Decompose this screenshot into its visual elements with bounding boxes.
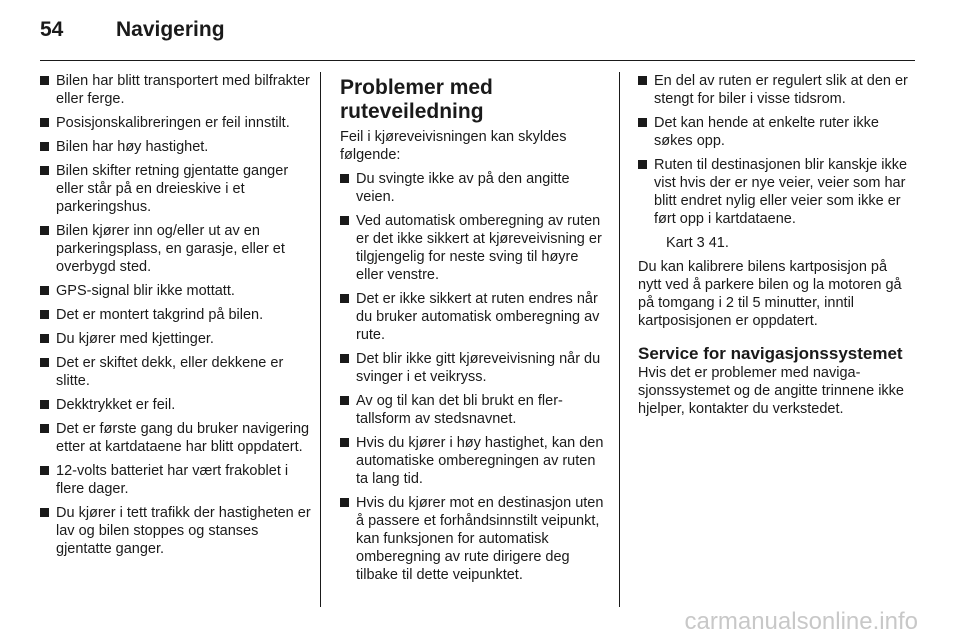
- cross-reference-page: 41.: [708, 235, 729, 251]
- square-bullet-icon: [40, 400, 49, 409]
- watermark: carmanualsonline.info: [684, 608, 918, 635]
- list-item: [340, 290, 608, 344]
- square-bullet-icon: [340, 294, 349, 303]
- column-divider-1: [320, 72, 321, 607]
- list-item-text: Hvis du kjører mot en destinasjon uten å passere et forhåndsinnstilt veipunkt, kan funksjonen for automatisk omberegning av rute dirigere deg tilbake til dette veipunktet.: [356, 495, 604, 583]
- guidance-problems-list: [340, 170, 608, 584]
- section-intro: Feil i kjøreveivisningen kan skyldes følgende:: [340, 129, 567, 163]
- square-bullet-icon: [40, 286, 49, 295]
- list-item-text: Bilen kjører inn og/eller ut av en parkeringsplass, en garasje, eller et overbygd sted.: [56, 223, 285, 275]
- list-item-text: Det er ikke sikkert at ruten endres når du bruker automatisk omberegning av rute.: [356, 291, 600, 343]
- list-item: [40, 222, 312, 276]
- square-bullet-icon: [340, 498, 349, 507]
- column-3: [638, 72, 912, 424]
- list-item-text: Det kan hende at enkelte ruter ikke søkes opp.: [654, 115, 879, 149]
- list-item: [40, 420, 312, 456]
- page-number: 54: [40, 18, 64, 41]
- list-item-text: Du svingte ikke av på den angitte veien.: [356, 171, 570, 205]
- guidance-problems-list-continued: [638, 72, 912, 228]
- list-item-text: Det er montert takgrind på bilen.: [56, 307, 264, 323]
- list-item: [638, 114, 912, 150]
- list-item-text: Bilen har blitt transportert med bilfrakter eller ferge.: [56, 73, 310, 107]
- list-item: [340, 170, 608, 206]
- column-2: [340, 72, 608, 590]
- list-item: [340, 350, 608, 386]
- list-item: [638, 72, 912, 108]
- square-bullet-icon: [40, 310, 49, 319]
- list-item-text: Det blir ikke gitt kjøreveivisning når du svinger i et veikryss.: [356, 351, 601, 385]
- list-item-text: Du kjører med kjettinger.: [56, 331, 214, 347]
- list-item: [40, 330, 312, 348]
- square-bullet-icon: [40, 118, 49, 127]
- list-item-text: Av og til kan det bli brukt en flertallsform av stedsnavnet.: [356, 393, 563, 427]
- list-item: [40, 162, 312, 216]
- cross-reference[interactable]: [638, 234, 912, 252]
- list-item: [40, 462, 312, 498]
- conditions-list: [40, 72, 312, 558]
- list-item-text: Det er skiftet dekk, eller dekkene er slitte.: [56, 355, 284, 389]
- list-item-text: En del av ruten er regulert slik at den er stengt for biler i visse tidsrom.: [654, 73, 908, 107]
- list-item: [40, 504, 312, 558]
- square-bullet-icon: [40, 226, 49, 235]
- square-bullet-icon: [638, 118, 647, 127]
- list-item-text: Posisjonskalibreringen er feil innstilt.: [56, 115, 290, 131]
- square-bullet-icon: [40, 424, 49, 433]
- column-divider-2: [619, 72, 620, 607]
- list-item: [340, 212, 608, 284]
- list-item-text: Ruten til destinasjonen blir kanskje ikke vist hvis der er nye veier, veier som har blitt endret nylig eller veier som ikke er ført opp i kartdataene.: [654, 157, 908, 227]
- list-item-text: Bilen har høy hastighet.: [56, 139, 209, 155]
- square-bullet-icon: [40, 76, 49, 85]
- calibration-paragraph: Du kan kalibrere bilens kartposisjon på nytt ved å parkere bilen og la motoren gå på tomgang i 2 til 5 minutter, inntil kartposisjonen er oppdatert.: [638, 259, 902, 329]
- square-bullet-icon: [638, 160, 647, 169]
- square-bullet-icon: [340, 438, 349, 447]
- list-item: [40, 306, 312, 324]
- list-item-text: Hvis du kjører i høy hastighet, kan den automatiske omberegningen av ruten ta lang tid.: [356, 435, 604, 487]
- list-item-text: Ved automatisk omberegning av ruten er det ikke sikkert at kjøreveivisning er tilgjengelig for neste sving til høyre eller venstre.: [356, 213, 602, 283]
- square-bullet-icon: [340, 174, 349, 183]
- square-bullet-icon: [40, 334, 49, 343]
- square-bullet-icon: [638, 76, 647, 85]
- square-bullet-icon: [40, 142, 49, 151]
- square-bullet-icon: [40, 358, 49, 367]
- square-bullet-icon: [340, 396, 349, 405]
- list-item-text: 12-volts batteriet har vært frakoblet i flere dager.: [56, 463, 289, 497]
- square-bullet-icon: [340, 354, 349, 363]
- section-heading-service: Service for navigasjonssystemet: [638, 344, 903, 363]
- list-item: [40, 72, 312, 108]
- arrow-icon: 3: [696, 235, 705, 251]
- column-1: [40, 72, 312, 564]
- list-item: [40, 354, 312, 390]
- list-item: [40, 282, 312, 300]
- square-bullet-icon: [340, 216, 349, 225]
- list-item: [40, 396, 312, 414]
- square-bullet-icon: [40, 466, 49, 475]
- cross-reference-label: Kart: [666, 235, 693, 251]
- list-item: [340, 494, 608, 584]
- list-item-text: GPS-signal blir ikke mottatt.: [56, 283, 235, 299]
- chapter-title: Navigering: [116, 18, 225, 41]
- list-item-text: Bilen skifter retning gjentatte ganger eller står på en dreieskive i et parkeringshus.: [56, 163, 289, 215]
- list-item: [340, 392, 608, 428]
- service-paragraph: Hvis det er problemer med navigasjonssystemet og de angitte trinnene ikke hjelper, kontakter du verkstedet.: [638, 365, 904, 417]
- list-item: [40, 114, 312, 132]
- list-item: [340, 434, 608, 488]
- list-item-text: Du kjører i tett trafikk der hastigheten er lav og bilen stoppes og stanses gjentatte ganger.: [56, 505, 311, 557]
- list-item-text: Det er første gang du bruker navigering etter at kartdataene har blitt oppdatert.: [56, 421, 310, 455]
- square-bullet-icon: [40, 508, 49, 517]
- section-heading-route-guidance: Problemer med ruteveiledning: [340, 76, 493, 123]
- square-bullet-icon: [40, 166, 49, 175]
- list-item-text: Dekktrykket er feil.: [56, 397, 176, 413]
- header-rule: [40, 60, 915, 61]
- list-item: [638, 156, 912, 228]
- list-item: [40, 138, 312, 156]
